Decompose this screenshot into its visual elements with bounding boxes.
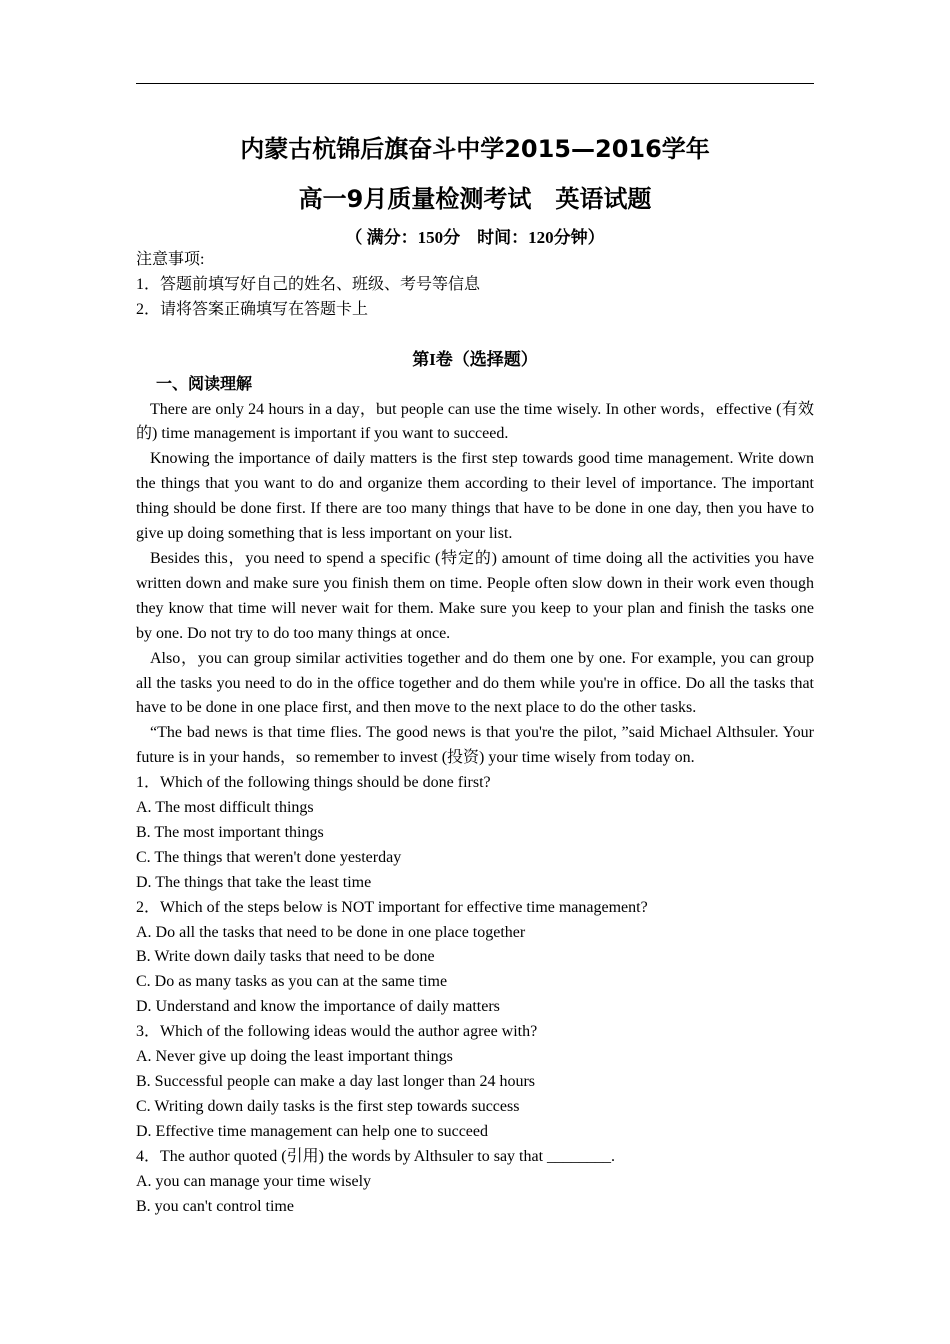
question-stem: 2．Which of the steps below is NOT important for effective time management?: [136, 898, 648, 916]
section-title: 第I卷（选择题）: [412, 349, 538, 369]
answer-option: D. Effective time management can help one to succeed: [136, 1122, 488, 1140]
question-2: [136, 896, 814, 1021]
answer-option: D. Understand and know the importance of daily matters: [136, 998, 500, 1016]
question-stem: 1．Which of the following things should be done first?: [136, 774, 491, 792]
answer-option: C. Do as many tasks as you can at the same time: [136, 973, 448, 991]
answer-option: A. Never give up doing the least important things: [136, 1048, 453, 1066]
exam-score-time: （ 满分：150分 时间：120分钟）: [345, 228, 605, 247]
note-item: 2．请将答案正确填写在答题卡上: [136, 300, 369, 318]
answer-option: B. Write down daily tasks that need to be done: [136, 948, 435, 966]
answer-option: D. The things that take the least time: [136, 873, 372, 891]
reading-passage: [136, 398, 814, 772]
exam-content: [136, 248, 814, 1219]
title-block: [0, 130, 950, 250]
passage-paragraph: There are only 24 hours in a day，but people can use the time wisely. In other words，effective (有效的) time management is important if you want to succeed.: [136, 400, 814, 443]
question-1: [136, 771, 814, 896]
question-stem: 4．The author quoted (引用) the words by Althsuler to say that ________.: [136, 1147, 616, 1165]
answer-option: B. Successful people can make a day last longer than 24 hours: [136, 1073, 535, 1090]
answer-option: C. The things that weren't done yesterday: [136, 848, 402, 866]
answer-option: A. The most difficult things: [136, 799, 314, 817]
question-4: [136, 1145, 814, 1220]
answer-option: A. you can manage your time wisely: [136, 1172, 372, 1190]
answer-option: A. Do all the tasks that need to be done in one place together: [136, 923, 526, 941]
part-title: 一、阅读理解: [156, 375, 253, 393]
answer-option: C. Writing down daily tasks is the first step towards success: [136, 1097, 520, 1115]
notes-block: [136, 248, 814, 323]
exam-title-line2: 高一9月质量检测考试 英语试题: [298, 185, 652, 213]
question-stem: 3．Which of the following ideas would the author agree with?: [136, 1023, 538, 1041]
note-item: 1．答题前填写好自己的姓名、班级、考号等信息: [136, 275, 481, 293]
passage-paragraph: Also，you can group similar activities together and do them one by one. For example, you can group all the tasks you need to do in the office together and do them while you're in office. Do all the tasks that have to be done in one place first, and then move to the next place to do the other tasks.: [136, 649, 815, 717]
header-rule: [136, 83, 814, 84]
notes-heading: 注意事项:: [136, 251, 205, 268]
passage-paragraph: Knowing the importance of daily matters is the first step towards good time management. Write down the things that you want to do and organize them according to their level of importance. The important thing should be done first. If there are too many things that have to be done in one day, then you have to give up doing something that is less important on your list.: [136, 450, 814, 543]
exam-title-line1: 内蒙古杭锦后旗奋斗中学2015—2016学年: [240, 135, 710, 163]
passage-paragraph: “The bad news is that time flies. The good news is that you're the pilot, ”said Michael Althsuler. Your future is in your hands，so remember to invest (投资) your time wisely from today on.: [136, 724, 814, 767]
question-3: [136, 1020, 814, 1145]
passage-paragraph: Besides this，you need to spend a specific (特定的) amount of time doing all the activities you have written down and make sure you finish them on time. People often slow down in their work even though they know that time will never wait for them. Make sure you keep to your plan and finish the tasks one by one. Do not try to do too many things at once.: [136, 549, 814, 642]
answer-option: B. The most important things: [136, 823, 324, 841]
answer-option: B. you can't control time: [136, 1197, 294, 1215]
